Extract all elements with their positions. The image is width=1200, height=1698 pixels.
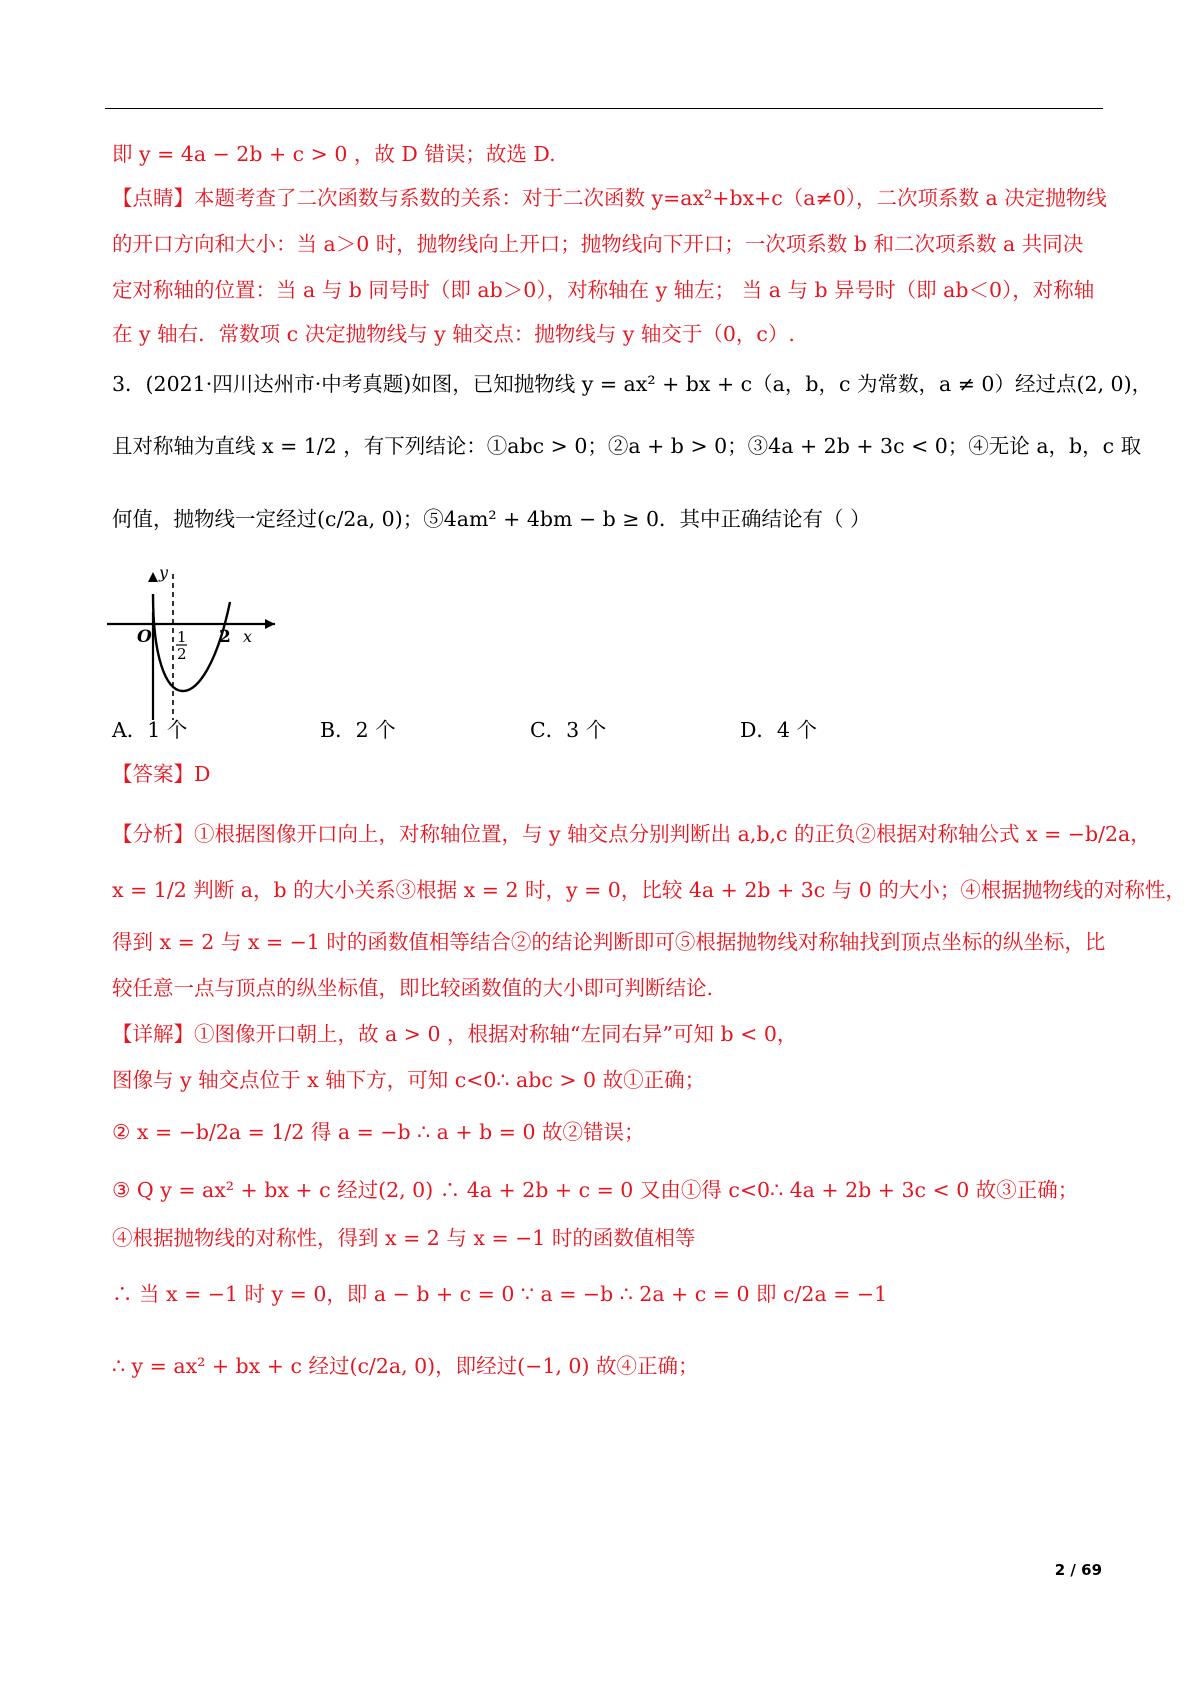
note-line: 【点睛】本题考查了二次函数与系数的关系：对于二次函数 y=ax²+bx+c（a≠0），二次项系数 a 决定抛物线: [112, 186, 1107, 210]
y-label: y: [159, 563, 169, 582]
two-label: 2: [219, 627, 231, 647]
option-a: A．1 个: [112, 718, 188, 742]
note-line: 的开口方向和大小：当 a＞0 时，抛物线向上开口；抛物线向下开口；一次项系数 b 和二次项系数 a 共同决: [112, 232, 1084, 256]
analysis-line: x = 1/2 判断 a，b 的大小关系③根据 x = 2 时，y = 0，比较 4a + 2b + 3c 与 0 的大小；④根据抛物线的对称性，: [112, 878, 1186, 902]
option-d: D．4 个: [740, 718, 817, 742]
analysis-line: 较任意一点与顶点的纵坐标值，即比较函数值的大小即可判断结论.: [112, 976, 714, 1000]
text-line: 即 y = 4a − 2b + c > 0 ，故 D 错误；故选 D.: [112, 142, 556, 166]
answer-line: 【答案】D: [112, 762, 211, 786]
question-line: 何值，抛物线一定经过(c/2a, 0)；⑤4am² + 4bm − b ≥ 0．其中正确结论有（ ）: [112, 507, 871, 531]
analysis-line: 得到 x = 2 与 x = −1 时的函数值相等结合②的结论判断即可⑤根据抛物线对称轴找到顶点坐标的纵坐标，比: [112, 930, 1106, 954]
page-number: 2 / 69: [1054, 1561, 1102, 1579]
option-c: C．3 个: [530, 718, 607, 742]
y-axis-arrow: [148, 572, 158, 582]
detail-line: 图像与 y 轴交点位于 x 轴下方，可知 c<0∴ abc > 0 故①正确；: [112, 1068, 706, 1092]
note-line: 在 y 轴右．常数项 c 决定抛物线与 y 轴交点：抛物线与 y 轴交于（0，c）.: [112, 322, 795, 346]
half-denominator: 2: [177, 645, 187, 663]
question-line: 3．(2021·四川达州市·中考真题)如图，已知抛物线 y = ax² + bx + c（a，b，c 为常数，a ≠ 0）经过点(2, 0)，: [112, 372, 1153, 396]
detail-line: ② x = −b/2a = 1/2 得 a = −b ∴ a + b = 0 故②错误；: [112, 1120, 645, 1144]
half-numerator: 1: [177, 628, 187, 646]
detail-line: ③ Q y = ax² + bx + c 经过(2, 0) ∴ 4a + 2b + c = 0 又由①得 c<0∴ 4a + 2b + 3c < 0 故③正确；: [112, 1178, 1079, 1202]
x-axis-arrow: [265, 619, 275, 629]
origin-label: O: [137, 627, 152, 647]
header-rule: [105, 108, 1103, 109]
detail-line: ④根据抛物线的对称性，得到 x = 2 与 x = −1 时的函数值相等: [112, 1226, 696, 1250]
question-line: 且对称轴为直线 x = 1/2 ，有下列结论：①abc > 0；②a + b > 0；③4a + 2b + 3c < 0；④无论 a，b，c 取: [112, 434, 1142, 458]
detail-line: ∴ y = ax² + bx + c 经过(c/2a, 0)，即经过(−1, 0) 故④正确；: [112, 1354, 699, 1378]
x-label: x: [243, 627, 253, 646]
detail-line: 【详解】①图像开口朝上，故 a > 0 ，根据对称轴“左同右异”可知 b < 0，: [112, 1022, 798, 1046]
parabola-graph: [105, 563, 275, 722]
option-b: B．2 个: [320, 718, 396, 742]
analysis-line: 【分析】①根据图像开口向上，对称轴位置，与 y 轴交点分别判断出 a,b,c 的正负②根据对称轴公式 x = −b/2a，: [112, 822, 1151, 846]
detail-line: ∴ 当 x = −1 时 y = 0，即 a − b + c = 0 ∵ a = −b ∴ 2a + c = 0 即 c/2a = −1: [112, 1282, 888, 1306]
note-line: 定对称轴的位置：当 a 与 b 同号时（即 ab＞0），对称轴在 y 轴左； 当 a 与 b 异号时（即 ab＜0），对称轴: [112, 278, 1095, 302]
